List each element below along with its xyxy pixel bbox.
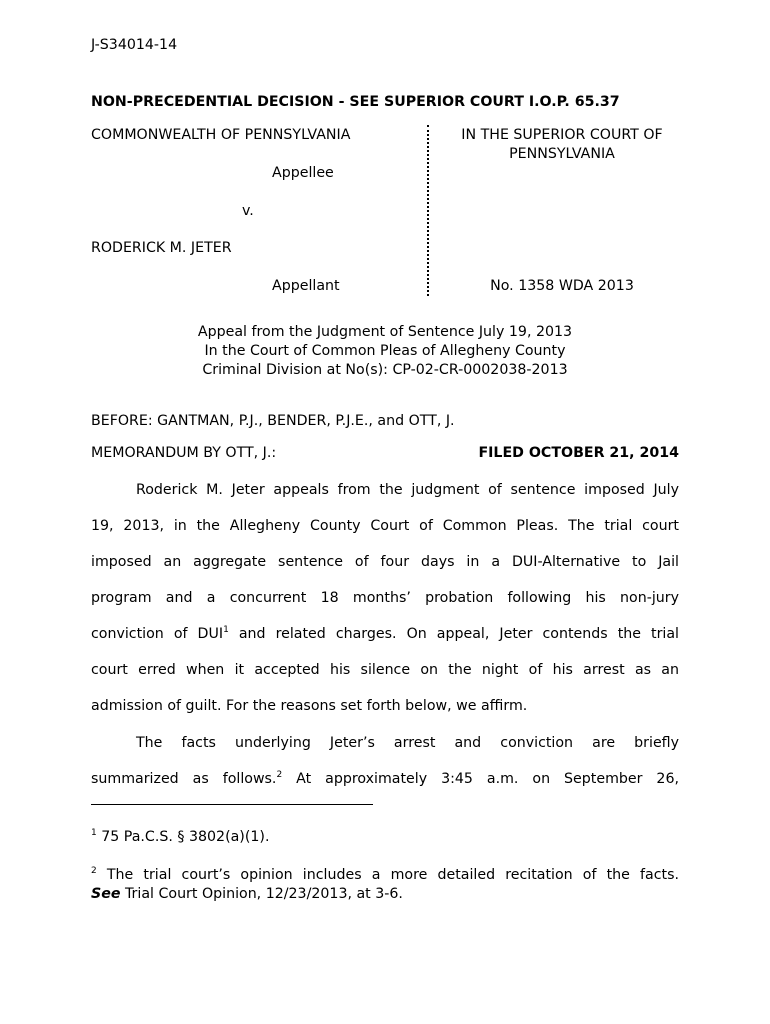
panel-before: BEFORE: GANTMAN, P.J., BENDER, P.J.E., and OTT, J. [91, 413, 455, 429]
footnote-1 [91, 829, 269, 845]
caption-role-appellee: Appellee [272, 165, 334, 181]
body-line [91, 771, 679, 787]
body-text: and related charges. On appeal, Jeter contends the trial [228, 626, 679, 642]
docket-id: J-S34014-14 [91, 37, 178, 53]
footnote-2-cont [91, 886, 403, 902]
footnote-separator [91, 804, 373, 805]
footnote-2-cite: Trial Court Opinion, 12/23/2013, at 3-6. [120, 886, 403, 902]
body-line: The facts underlying Jeter’s arrest and conviction are briefly [136, 735, 679, 751]
footnote-2-text: The trial court’s opinion includes a more detailed recitation of the facts. [96, 867, 679, 883]
footnote-ref-2[interactable]: 2 [276, 770, 283, 780]
body-line: court erred when it accepted his silence on the night of his arrest as an [91, 662, 679, 678]
body-line: imposed an aggregate sentence of four days in a DUI-Alternative to Jail [91, 554, 679, 570]
footnote-2 [91, 867, 679, 883]
footnote-ref-1[interactable]: 1 [223, 625, 229, 635]
body-line: program and a concurrent 18 months’ probation following his non-jury [91, 590, 679, 606]
caption-party-appellant: RODERICK M. JETER [91, 240, 232, 256]
body-line: 19, 2013, in the Allegheny County Court of Common Pleas. The trial court [91, 518, 679, 534]
appeal-line2: In the Court of Common Pleas of Allegheny County [204, 343, 566, 359]
caption-role-appellant: Appellant [272, 278, 340, 294]
footnote-2-signal: See [91, 886, 121, 902]
body-text: At approximately 3:45 a.m. on September 26, [282, 771, 679, 787]
court-name-line2: PENNSYLVANIA [509, 146, 615, 162]
filed-date: FILED OCTOBER 21, 2014 [478, 445, 679, 461]
body-line: Roderick M. Jeter appeals from the judgment of sentence imposed July [136, 482, 679, 498]
memorandum-author: MEMORANDUM BY OTT, J.: [91, 445, 277, 461]
case-number: No. 1358 WDA 2013 [490, 278, 634, 294]
caption-divider [427, 125, 429, 296]
non-precedential-notice: NON-PRECEDENTIAL DECISION - SEE SUPERIOR COURT I.O.P. 65.37 [91, 94, 620, 110]
body-text: summarized as follows. [91, 771, 277, 787]
appeal-line1: Appeal from the Judgment of Sentence July 19, 2013 [197, 324, 573, 340]
body-text: conviction of DUI [91, 626, 224, 642]
caption-party-appellee: COMMONWEALTH OF PENNSYLVANIA [91, 127, 351, 143]
footnote-1-text: 75 Pa.C.S. § 3802(a)(1). [96, 829, 270, 845]
caption-versus: v. [242, 203, 254, 219]
body-line [91, 626, 679, 642]
body-line: admission of guilt. For the reasons set forth below, we affirm. [91, 698, 528, 714]
appeal-line3: Criminal Division at No(s): CP-02-CR-0002038-2013 [202, 362, 568, 378]
footnote-mark-2: 2 [91, 866, 97, 876]
footnote-mark-1: 1 [91, 828, 97, 838]
court-name-line1: IN THE SUPERIOR COURT OF [461, 127, 663, 143]
